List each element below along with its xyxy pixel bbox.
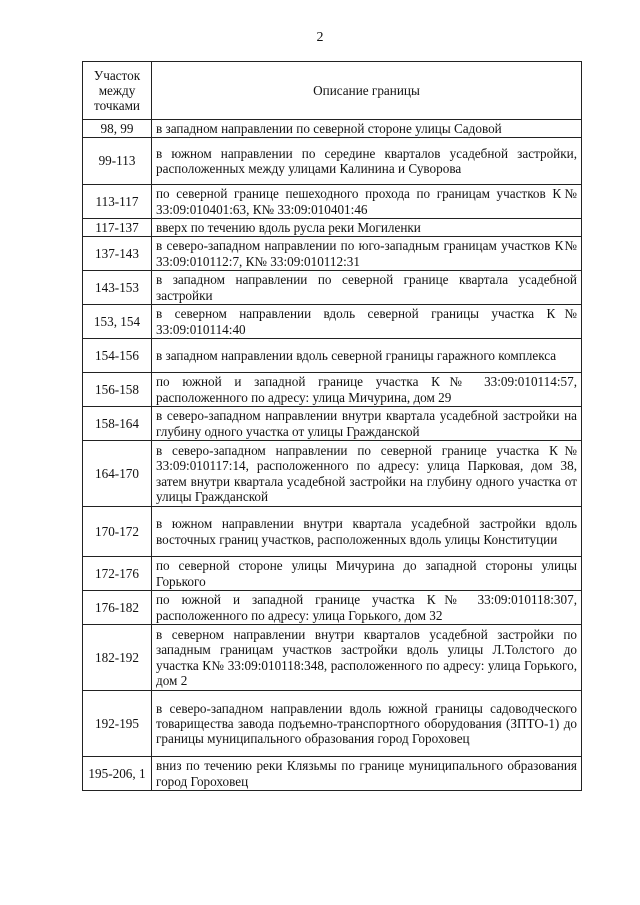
table-row: [83, 339, 582, 373]
segment-cell: 176-182: [83, 591, 152, 625]
segment-cell: 153, 154: [83, 305, 152, 339]
description-cell: в западном направлении вдоль северной границы гаражного комплекса: [152, 339, 582, 373]
description-cell: вверх по течению вдоль русла реки Могиленки: [152, 219, 582, 237]
segment-cell: 143-153: [83, 271, 152, 305]
segment-cell: 137-143: [83, 237, 152, 271]
boundary-table: [82, 61, 582, 791]
segment-cell: 192-195: [83, 691, 152, 757]
description-cell: в северо-западном направлении внутри квартала усадебной застройки на глубину одного участка от улицы Гражданской: [152, 407, 582, 441]
description-cell: в северо-западном направлении по северной границе участка К№ 33:09:010117:14, расположенного по адресу: улица Парковая, дом 38, затем внутри квартала усадебной застройки на глубину одного участка от улицы Гражданской: [152, 441, 582, 507]
header-segment: Участок между точками: [83, 62, 152, 120]
description-cell: в северо-западном направлении по юго-западным границам участков К№ 33:09:010112:7, К№ 33:09:010112:31: [152, 237, 582, 271]
segment-cell: 113-117: [83, 185, 152, 219]
description-cell: по северной стороне улицы Мичурина до западной стороны улицы Горького: [152, 557, 582, 591]
segment-cell: 98, 99: [83, 120, 152, 138]
description-cell: в южном направлении по середине кварталов усадебной застройки, расположенных между улицами Калинина и Суворова: [152, 138, 582, 185]
description-cell: в западном направлении по северной стороне улицы Садовой: [152, 120, 582, 138]
description-cell: в южном направлении внутри квартала усадебной застройки вдоль восточных границ участков, расположенных вдоль улицы Конституции: [152, 507, 582, 557]
description-cell: по северной границе пешеходного прохода по границам участков К№ 33:09:010401:63, К№ 33:09:010401:46: [152, 185, 582, 219]
segment-cell: 154-156: [83, 339, 152, 373]
segment-cell: 170-172: [83, 507, 152, 557]
table-row: [83, 441, 582, 507]
table-row: [83, 138, 582, 185]
segment-cell: 182-192: [83, 625, 152, 691]
header-description: Описание границы: [152, 62, 582, 120]
segment-cell: 172-176: [83, 557, 152, 591]
description-cell: в северном направлении вдоль северной границы участка К№ 33:09:010114:40: [152, 305, 582, 339]
table-row: [83, 625, 582, 691]
table-row: [83, 557, 582, 591]
table-row: [83, 185, 582, 219]
table-row: [83, 219, 582, 237]
description-cell: по южной и западной границе участка К№ 33:09:010114:57, расположенного по адресу: улица Мичурина, дом 29: [152, 373, 582, 407]
table-row: [83, 271, 582, 305]
segment-cell: 195-206, 1: [83, 757, 152, 791]
description-cell: в западном направлении по северной границе квартала усадебной застройки: [152, 271, 582, 305]
segment-cell: 164-170: [83, 441, 152, 507]
segment-cell: 99-113: [83, 138, 152, 185]
segment-cell: 156-158: [83, 373, 152, 407]
table-row: [83, 757, 582, 791]
table-row: [83, 237, 582, 271]
description-cell: в северо-западном направлении вдоль южной границы садоводческого товарищества завода подъемно-транспортного оборудования (ЗПТО-1) до границы муниципального образования город Гороховец: [152, 691, 582, 757]
table-row: [83, 120, 582, 138]
table-row: [83, 305, 582, 339]
segment-cell: 158-164: [83, 407, 152, 441]
page-number: 2: [316, 30, 324, 45]
table-row: [83, 691, 582, 757]
table-header-row: [83, 62, 582, 120]
description-cell: вниз по течению реки Клязьмы по границе муниципального образования город Гороховец: [152, 757, 582, 791]
table-row: [83, 591, 582, 625]
description-cell: в северном направлении внутри кварталов усадебной застройки по западным границам участков застройки вдоль улицы Л.Толстого до участка К№ 33:09:010118:348, расположенного по адресу: улица Горького, дом 2: [152, 625, 582, 691]
table-row: [83, 507, 582, 557]
description-cell: по южной и западной границе участка К№ 33:09:010118:307, расположенного по адресу: улица Горького, дом 32: [152, 591, 582, 625]
table-row: [83, 407, 582, 441]
table-row: [83, 373, 582, 407]
segment-cell: 117-137: [83, 219, 152, 237]
